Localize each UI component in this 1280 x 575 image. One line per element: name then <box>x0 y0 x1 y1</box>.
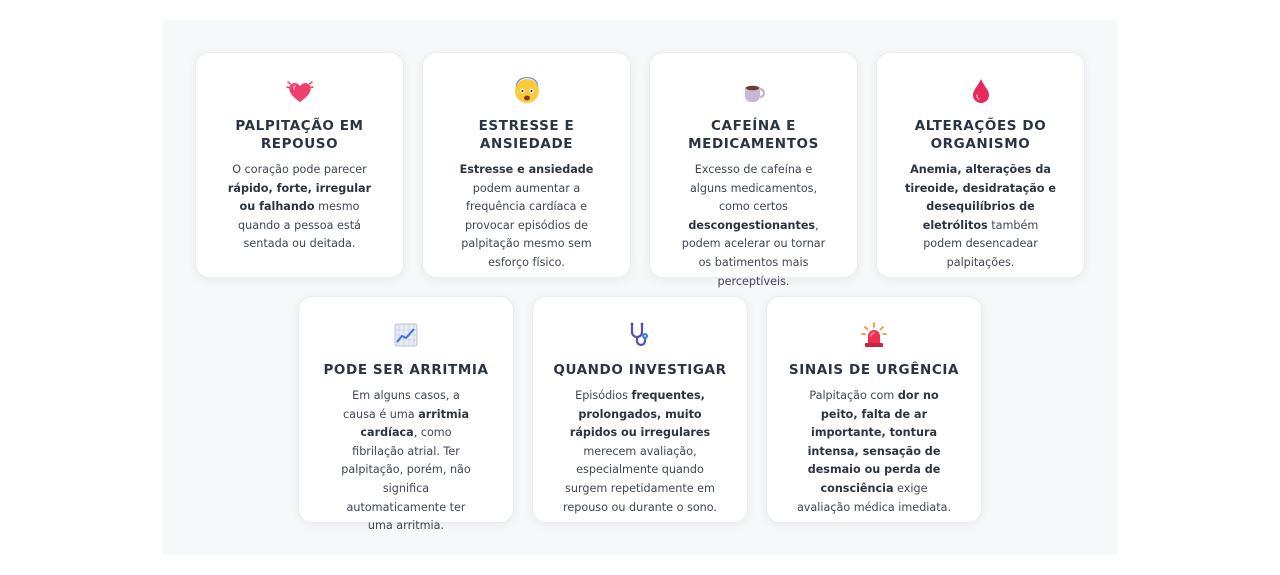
info-card <box>649 52 858 288</box>
body-text: Excesso de cafeína e alguns medicamentos, como certos <box>689 163 818 214</box>
emphasis-text: descongestionantes <box>688 218 816 232</box>
card-description <box>313 387 499 536</box>
info-card <box>422 52 631 278</box>
card-title: ESTRESSE E ANSIEDADE <box>478 118 575 152</box>
body-text: podem aumentar a frequência cardíaca e provocar episódios de palpitação mesmo sem esforço físico. <box>461 181 592 269</box>
body-text: mesmo quando a pessoa está sentada ou deitada. <box>238 200 361 251</box>
body-text: Em alguns casos, a causa é uma <box>343 389 460 421</box>
body-text: merecem avaliação, especialmente quando surgem repetidamente em repouso ou durante o sono. <box>563 444 717 514</box>
body-text: , podem acelerar ou tornar os batimentos mais perceptíveis. <box>681 218 826 288</box>
info-card <box>298 296 514 533</box>
emphasis-text: Estresse e ansiedade <box>459 163 594 176</box>
card-title: PALPITAÇÃO EM REPOUSO <box>235 118 364 152</box>
card-description <box>547 387 733 517</box>
emphasis-text: dor no peito, falta de ar importante, tontura intensa, sensação de desmaio ou perda de consciência <box>807 389 941 495</box>
body-text: exige avaliação médica imediata. <box>796 481 952 514</box>
card-description <box>781 387 967 517</box>
info-card <box>195 52 404 278</box>
card-title: SINAIS DE URGÊNCIA <box>788 362 960 378</box>
card-title: QUANDO INVESTIGAR <box>553 362 727 378</box>
card-description <box>891 161 1070 273</box>
chart-increasing-icon <box>313 321 499 349</box>
info-card <box>532 296 748 523</box>
body-text: também podem desencadear palpitações. <box>923 218 1039 269</box>
body-text: O coração pode parecer <box>232 163 367 176</box>
blood-drop-icon <box>891 77 1070 105</box>
beating-heart-icon <box>210 77 389 105</box>
emphasis-text: Anemia, alterações da tireoide, desidratação e desequilíbrios de eletrólitos <box>905 163 1056 232</box>
emphasis-text: frequentes, prolongados, muito rápidos ou irregulares <box>569 389 711 440</box>
emphasis-text: arritmia cardíaca <box>360 407 469 440</box>
coffee-cup-icon <box>664 77 843 105</box>
stethoscope-icon <box>547 321 733 349</box>
body-text: Episódios <box>575 389 632 402</box>
body-text: , como fibrilação atrial. Ter palpitação, porém, não significa automaticamente ter uma arritmia. <box>341 426 471 533</box>
card-title: ALTERAÇÕES DO ORGANISMO <box>914 118 1047 152</box>
card-title: CAFEÍNA E MEDICAMENTOS <box>688 118 819 152</box>
info-card <box>766 296 982 523</box>
info-card <box>876 52 1085 278</box>
fearful-face-icon <box>437 77 616 105</box>
emphasis-text: rápido, forte, irregular ou falhando <box>227 181 372 214</box>
card-title: PODE SER ARRITMIA <box>323 362 489 378</box>
body-text: Palpitação com <box>809 389 898 402</box>
siren-light-icon <box>781 321 967 349</box>
card-description <box>437 161 616 273</box>
card-description <box>210 161 389 254</box>
card-description <box>664 161 843 291</box>
